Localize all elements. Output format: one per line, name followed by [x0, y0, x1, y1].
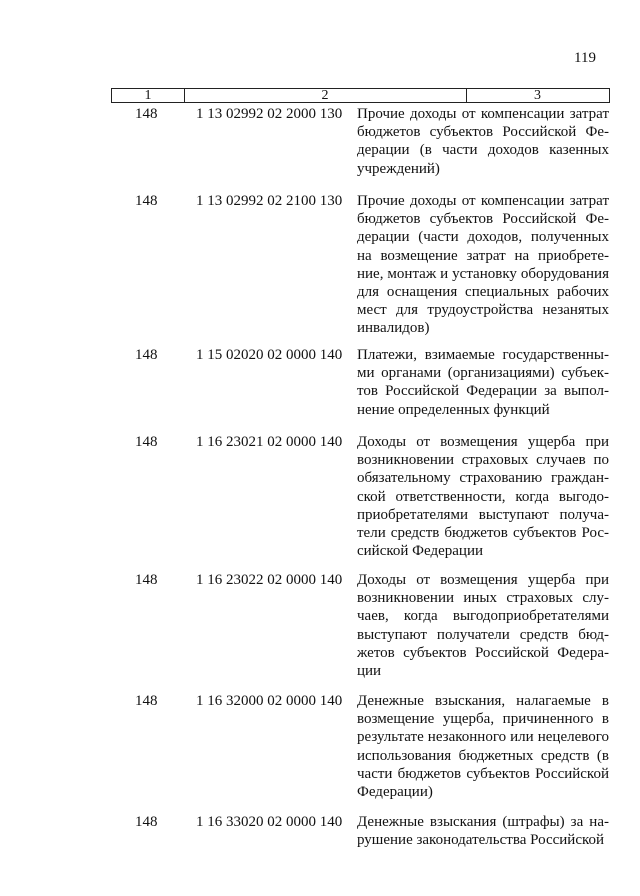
income-description: Платежи, взимаемые государственными органами (организациями) субъектов Российской Федерации за выполнение определенных функций [357, 347, 609, 418]
budget-code: 1 13 02992 02 2000 130 [196, 106, 343, 122]
budget-code: 1 13 02992 02 2100 130 [196, 193, 343, 209]
header-col-3: 3 [534, 88, 541, 103]
budget-code: 1 16 32000 02 0000 140 [196, 693, 343, 709]
admin-code: 148 [135, 434, 158, 450]
admin-code: 148 [135, 193, 158, 209]
admin-code: 148 [135, 106, 158, 122]
income-description: Доходы от возмещения ущерба при возникновении страховых случаев по обязательному страхованию гражданской ответственности, когда выгодоприобретателями выступают получатели средств бюджетов субъектов Российской Федерации [357, 434, 609, 560]
income-description: Денежные взыскания, налагаемые в возмещение ущерба, причиненного в результате незаконного или нецелевого использования бюджетных средств (в части бюджетов субъектов Российской Федерации) [357, 693, 609, 801]
budget-code: 1 15 02020 02 0000 140 [196, 347, 343, 363]
budget-code: 1 16 33020 02 0000 140 [196, 814, 343, 830]
income-description: Денежные взыскания (штрафы) за нарушение законодательства Российской [357, 814, 609, 849]
income-description: Прочие доходы от компенсации затрат бюджетов субъектов Российской Федерации (в части доходов казенных учреждений) [357, 106, 609, 177]
table-header [111, 88, 610, 103]
admin-code: 148 [135, 572, 158, 588]
admin-code: 148 [135, 693, 158, 709]
budget-code: 1 16 23022 02 0000 140 [196, 572, 343, 588]
admin-code: 148 [135, 814, 158, 830]
admin-code: 148 [135, 347, 158, 363]
income-description: Прочие доходы от компенсации затрат бюджетов субъектов Российской Федерации (части доходов, полученных на возмещение затрат на приобретение, монтаж и установку оборудования для оснащения специальных рабочих мест для трудоустройства незанятых инвалидов) [357, 193, 609, 337]
header-col-1: 1 [112, 89, 185, 102]
income-description: Доходы от возмещения ущерба при возникновении иных страховых случаев, когда выгодоприобретателями выступают получатели средств бюджетов субъектов Российской Федерации [357, 572, 609, 680]
page-number: 119 [574, 50, 596, 66]
budget-code: 1 16 23021 02 0000 140 [196, 434, 343, 450]
header-col-2: 2 [184, 89, 467, 102]
